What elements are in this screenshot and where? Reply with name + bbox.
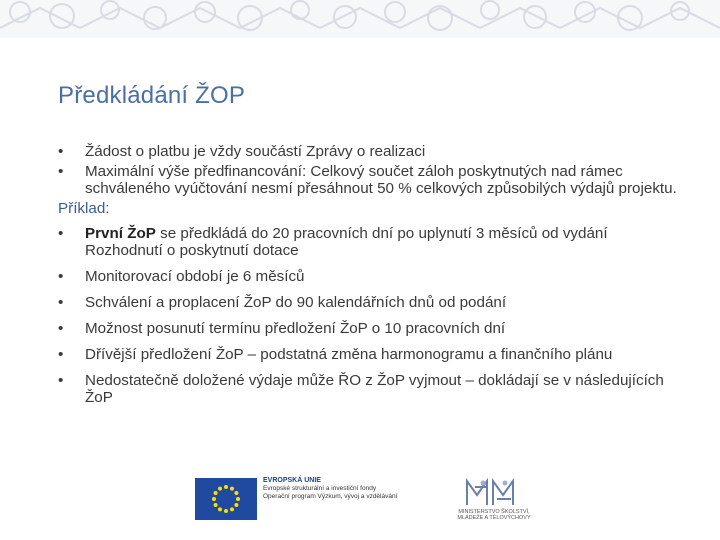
list-item-bold: První ŽoP	[85, 225, 156, 242]
list-item	[58, 143, 678, 160]
eu-logo-text	[263, 477, 443, 501]
list-item	[58, 372, 678, 406]
list-item	[58, 346, 678, 363]
eu-flag-icon	[195, 478, 257, 520]
bullet: •	[58, 143, 64, 160]
list-item	[58, 320, 678, 337]
slide-title: Předkládání ŽOP	[58, 82, 246, 109]
decorative-pattern	[0, 0, 720, 38]
header-decoration-band	[0, 0, 720, 38]
eu-logo-heading: EVROPSKÁ UNIE	[263, 477, 321, 484]
bullet: •	[58, 163, 64, 180]
bullet: •	[58, 346, 64, 363]
list-item	[58, 225, 678, 259]
list-item-text: Monitorovací období je 6 měsíců	[85, 268, 305, 285]
list-item	[58, 294, 678, 311]
eu-logo-line2: Operační program Výzkum, vývoj a vzdělávání	[263, 493, 398, 500]
example-label: Příklad:	[58, 200, 110, 217]
list-item-text: Schválení a proplacení ŽoP do 90 kalendářních dnů od podání	[85, 294, 507, 311]
list-item-text: Možnost posunutí termínu předložení ŽoP o 10 pracovních dní	[85, 320, 506, 337]
list-item-text: Dřívější předložení ŽoP – podstatná změna harmonogramu a finančního plánu	[85, 346, 613, 363]
ministry-caption: MINISTERSTVO ŠKOLSTVÍ, MLÁDEŽE A TĚLOVÝCHOVY	[457, 509, 531, 521]
bullet: •	[58, 225, 64, 242]
list-item	[58, 163, 678, 197]
slide-body	[58, 143, 678, 415]
ministry-logo	[453, 475, 535, 525]
list-item	[58, 268, 678, 285]
msmt-logo-icon	[453, 475, 535, 509]
eu-logo-line1: Evropské strukturální a investiční fondy	[263, 485, 377, 492]
bullet: •	[58, 294, 64, 311]
bullet: •	[58, 320, 64, 337]
eu-stars	[195, 478, 257, 520]
bullet: •	[58, 372, 64, 389]
list-item-text: se předkládá do 20 pracovních dní po uplynutí 3 měsíců od vydání Rozhodnutí o poskytnutí dotace	[85, 225, 608, 259]
list-item-text: Žádost o platbu je vždy součástí Zprávy o realizaci	[85, 143, 426, 160]
footer-logos	[195, 475, 535, 525]
list-item-text: Nedostatečně doložené výdaje může ŘO z ŽoP vyjmout – dokládají se v následujících ŽoP	[85, 372, 664, 406]
bullet: •	[58, 268, 64, 285]
list-item-text: Maximální výše předfinancování: Celkový součet záloh poskytnutých nad rámec schváleného vyúčtování nesmí přesáhnout 50 % celkových způsobilých výdajů projektu.	[85, 163, 677, 197]
